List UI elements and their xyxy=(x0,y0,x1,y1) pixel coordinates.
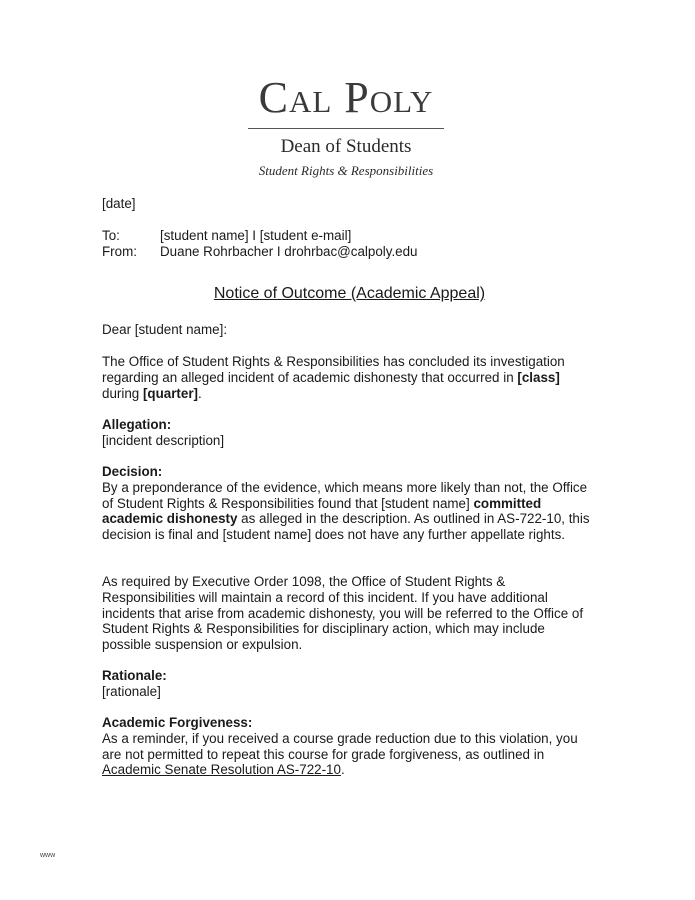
from-label: From: xyxy=(102,243,137,259)
to-row xyxy=(102,228,597,244)
senate-resolution-link[interactable]: Academic Senate Resolution AS-722-10 xyxy=(102,762,341,778)
rationale-heading: Rationale: xyxy=(102,668,167,683)
decision-heading: Decision: xyxy=(102,464,163,479)
intro-text-2: during xyxy=(102,385,143,401)
decision-text-2: as alleged in the description. As outlined in AS-722-10, this decision is final and [student name] does not have any further appellate rights. xyxy=(102,511,590,543)
from-row xyxy=(102,244,597,260)
logo-rule xyxy=(248,128,444,129)
rationale-text: [rationale] xyxy=(102,683,161,699)
rationale-section xyxy=(102,668,597,700)
forgiveness-section xyxy=(102,715,597,778)
letterhead xyxy=(200,72,492,179)
notice-title-text: Notice of Outcome (Academic Appeal) xyxy=(213,285,486,302)
notice-title xyxy=(102,284,597,304)
intro-quarter: [quarter] xyxy=(142,385,199,401)
decision-bold: committed academic dishonesty xyxy=(102,495,542,527)
allegation-heading: Allegation: xyxy=(102,417,172,432)
intro-paragraph xyxy=(102,354,597,401)
decision-text-1: By a preponderance of the evidence, which means more likely than not, the Office of Student Rights & Responsibilities found that [student name] xyxy=(102,479,588,511)
office-name: Student Rights & Responsibilities xyxy=(258,163,434,178)
from-value: Duane Rohrbacher I drohrbac@calpoly.edu xyxy=(160,243,418,259)
address-block xyxy=(102,228,597,260)
footer-mark: www xyxy=(40,852,56,859)
intro-text-3: . xyxy=(198,385,202,401)
executive-order-paragraph: As required by Executive Order 1098, the Office of Student Rights & Responsibilities will maintain a record of this incident. If you have additional incidents that arise from academic dishonesty, you will be referred to the Office of Student Rights & Responsibilities for disciplinary action, which may include possible suspension or expulsion. xyxy=(102,574,584,653)
letter-date: [date] xyxy=(102,196,136,211)
cal-poly-logo: Cal Poly xyxy=(258,73,434,122)
forgiveness-text: As a reminder, if you received a course grade reduction due to this violation, you are not permitted to repeat this course for grade forgiveness, as outlined in xyxy=(102,730,578,762)
forgiveness-paragraph xyxy=(102,731,597,778)
salutation: Dear [student name]: xyxy=(102,322,228,337)
forgiveness-heading: Academic Forgiveness: xyxy=(102,715,253,730)
intro-class: [class] xyxy=(517,369,560,385)
decision-section xyxy=(102,464,597,543)
forgiveness-end: . xyxy=(340,762,345,778)
decision-paragraph xyxy=(102,480,597,543)
to-label: To: xyxy=(102,228,120,243)
department-name: Dean of Students xyxy=(280,136,412,157)
allegation-section xyxy=(102,417,597,449)
allegation-text: [incident description] xyxy=(102,432,225,448)
intro-text-1: The Office of Student Rights & Responsibilities has concluded its investigation regarding an alleged incident of academic dishonesty that occurred in xyxy=(102,354,565,385)
to-value: [student name] I [student e-mail] xyxy=(160,228,352,243)
